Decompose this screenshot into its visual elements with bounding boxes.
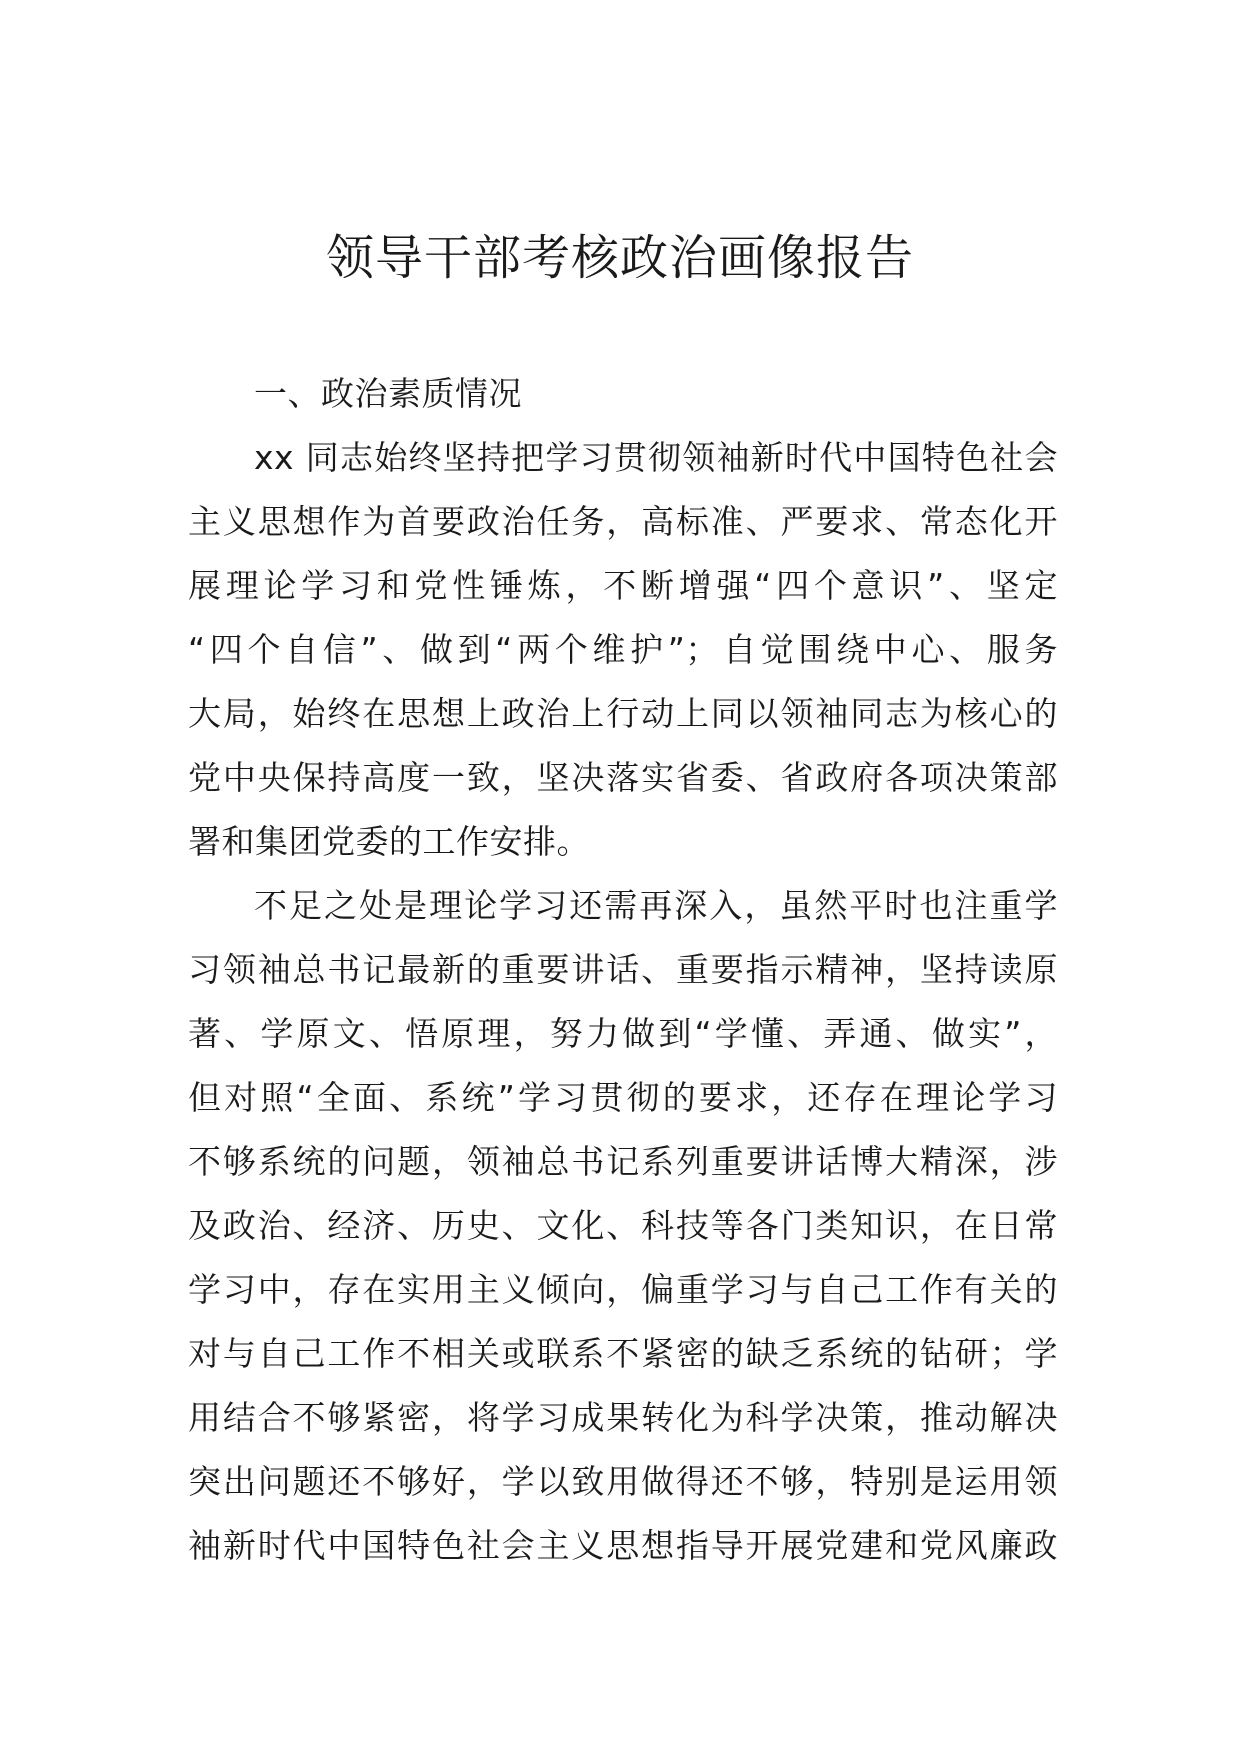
paragraph-line: 大局，始终在思想上政治上行动上同以领袖同志为核心的 xyxy=(188,694,1058,733)
paragraph-line: 不足之处是理论学习还需再深入，虽然平时也注重学 xyxy=(254,886,1058,925)
document-body xyxy=(188,362,1058,1578)
paragraph-line: 用结合不够紧密，将学习成果转化为科学决策，推动解决 xyxy=(188,1398,1058,1437)
paragraph-line: 不够系统的问题，领袖总书记系列重要讲话博大精深，涉 xyxy=(188,1142,1058,1181)
section-heading: 一、政治素质情况 xyxy=(254,374,522,413)
paragraph-line: xx 同志始终坚持把学习贯彻领袖新时代中国特色社会 xyxy=(254,438,1058,477)
paragraph-1 xyxy=(188,426,1058,874)
paragraph-line: 对与自己工作不相关或联系不紧密的缺乏系统的钻研；学 xyxy=(188,1334,1058,1373)
paragraph-line: 署和集团党委的工作安排。 xyxy=(188,822,590,861)
document-title: 领导干部考核政治画像报告 xyxy=(325,230,914,286)
paragraph-line: 展理论学习和党性锤炼，不断增强“四个意识”、坚定 xyxy=(188,566,1058,605)
paragraph-2 xyxy=(188,874,1058,1578)
paragraph-line: 突出问题还不够好，学以致用做得还不够，特别是运用领 xyxy=(188,1462,1058,1501)
paragraph-line: 习领袖总书记最新的重要讲话、重要指示精神，坚持读原 xyxy=(188,950,1058,989)
paragraph-line: “四个自信”、做到“两个维护”；自觉围绕中心、服务 xyxy=(188,630,1058,669)
paragraph-line: 著、学原文、悟原理，努力做到“学懂、弄通、做实”， xyxy=(188,1014,1058,1053)
paragraph-line: 主义思想作为首要政治任务，高标准、严要求、常态化开 xyxy=(188,502,1058,541)
paragraph-line: 袖新时代中国特色社会主义思想指导开展党建和党风廉政 xyxy=(188,1526,1058,1565)
paragraph-line: 及政治、经济、历史、文化、科技等各门类知识，在日常 xyxy=(188,1206,1058,1245)
paragraph-line: 党中央保持高度一致，坚决落实省委、省政府各项决策部 xyxy=(188,758,1058,797)
paragraph-line: 学习中，存在实用主义倾向，偏重学习与自己工作有关的 xyxy=(188,1270,1058,1309)
paragraph-line: 但对照“全面、系统”学习贯彻的要求，还存在理论学习 xyxy=(188,1078,1058,1117)
